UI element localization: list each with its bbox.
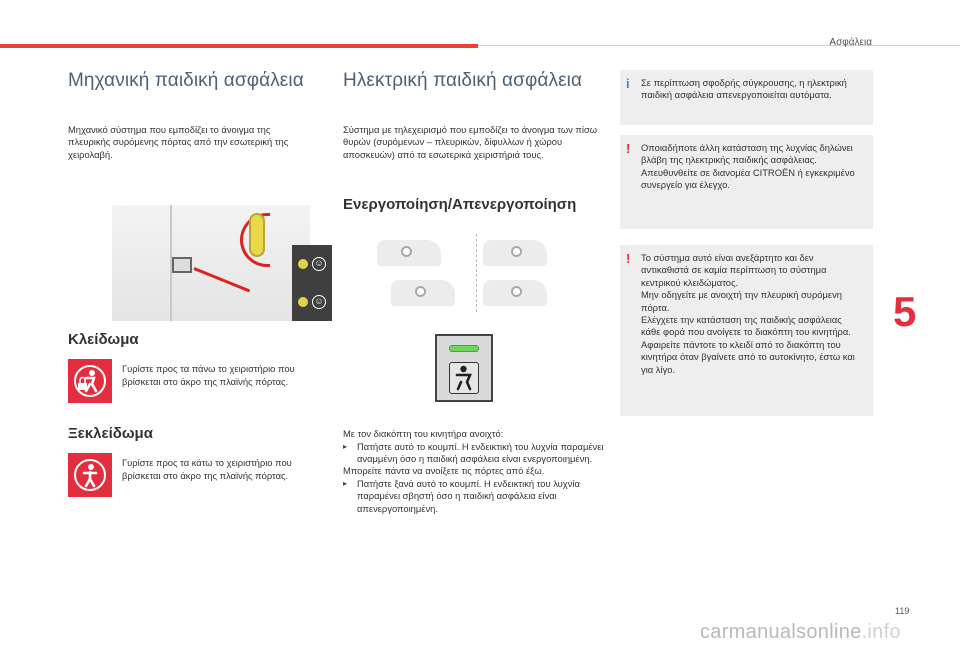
activation-steps: [343, 428, 605, 515]
lock-positions-panel: [292, 245, 332, 321]
watermark: [700, 621, 901, 644]
warning-indicator-text: Οποιαδήποτε άλλη κατάσταση της λυχνίας δηλώνει βλάβη της ηλεκτρικής παιδικής ασφάλειας. Απευθυνθείτε σε διανομέα CITROËN ή εγκεκριμένο συνεργείο για έλεγχο.: [641, 142, 855, 191]
lock-mechanism: [172, 257, 192, 273]
steering-wheel-icon: [415, 286, 426, 297]
pointer-arrow: [193, 267, 250, 292]
notes-column: [620, 70, 873, 416]
warning-system-text: Το σύστημα αυτό είναι ανεξάρτητο και δεν αντικαθιστά σε καμία περίπτωση το σύστημα κεντρικού κλειδώματος. Μην οδηγείτε με ανοιχτή την πλευρική συρόμενη πόρτα. Ελέγχετε την κατάσταση της παιδικής ασφάλειας κάθε φορά που ανοίγετε το διακόπτη του κινητήρα. Αφαιρείτε πάντοτε το κλειδί από το διακόπτη του κινητήρα όταν βγαίνετε από το αυτοκίνητο, έστω και για λίγο.: [641, 252, 855, 375]
warning-icon: !: [626, 251, 631, 266]
header-rule: [478, 45, 960, 46]
lock-knob: [249, 213, 265, 257]
warning-box-system: [620, 245, 873, 416]
door-lock-photo: [112, 205, 324, 321]
child-locked-icon: ☺: [312, 257, 326, 271]
bullet-triangle-icon: ▸: [343, 478, 348, 488]
unlock-text: Γυρίστε προς τα κάτω το χειριστήριο που βρίσκεται στο άκρο της πλαϊνής πόρτας.: [122, 457, 292, 481]
child-lock-off-icon: [68, 453, 112, 497]
info-icon: i: [626, 76, 630, 91]
lock-heading: Κλείδωμα: [68, 331, 139, 349]
electric-child-lock-column: [343, 70, 605, 515]
door-diagrams: [343, 234, 605, 314]
between-text: Μπορείτε πάντα να ανοίξετε τις πόρτες από έξω.: [343, 465, 545, 477]
indicator-led: [449, 345, 479, 352]
knob-down-marker: [298, 297, 308, 307]
car-diagram-front-left: [377, 240, 441, 266]
step-2-text: Πατήστε ξανά αυτό το κουμπί. Η ενδεικτική του λυχνία παραμένει σβηστή όσο η παιδική ασφάλεια είναι απενεργοποιημένη.: [357, 477, 580, 514]
info-text: Σε περίπτωση σφοδρής σύγκρουσης, η ηλεκτρική παιδική ασφάλεια απενεργοποιείται αυτόματα.: [641, 77, 847, 101]
bullet-triangle-icon: ▸: [343, 441, 348, 451]
page-number: 119: [895, 606, 910, 616]
car-diagram-front-right: [483, 240, 547, 266]
watermark-domain: .info: [861, 621, 901, 643]
switch-lead-text: Με τον διακόπτη του κινητήρα ανοιχτό:: [343, 428, 504, 440]
child-lock-button-icon: [449, 362, 479, 394]
diagram-divider: [476, 234, 477, 312]
mechanical-child-lock-column: [68, 70, 324, 497]
lock-text: Γυρίστε προς τα πάνω το χειριστήριο που βρίσκεται στο άκρο της πλαϊνής πόρτας.: [122, 363, 295, 387]
mechanical-lock-title: Μηχανική παιδική ασφάλεια: [68, 70, 304, 91]
electric-lock-intro: Σύστημα με τηλεχειρισμό που εμποδίζει το άνοιγμα των πίσω θυρών (συρόμενων – πλευρικών, δίφυλλων ή χώρου αποσκευών) από τα εσωτερικά χειριστήριά τους.: [343, 124, 598, 160]
warning-box-indicator: [620, 135, 873, 229]
section-title: Ασφάλεια: [829, 37, 872, 48]
electric-lock-title: Ηλεκτρική παιδική ασφάλεια: [343, 70, 583, 91]
activation-heading: Ενεργοποίηση/Απενεργοποίηση: [343, 196, 577, 214]
steering-wheel-icon: [401, 246, 412, 257]
steering-wheel-icon: [511, 286, 522, 297]
warning-icon: !: [626, 141, 631, 156]
car-diagram-rear-right: [483, 280, 547, 306]
child-lock-switch: [435, 334, 493, 402]
knob-up-marker: [298, 259, 308, 269]
step-1: [343, 441, 605, 466]
watermark-name: carmanualsonline: [700, 621, 862, 643]
car-diagram-rear-left: [391, 280, 455, 306]
unlock-heading: Ξεκλείδωμα: [68, 425, 153, 443]
unlock-instruction: [68, 453, 308, 497]
child-lock-on-icon: [68, 359, 112, 403]
mechanical-lock-intro: Μηχανικό σύστημα που εμποδίζει το άνοιγμα της πλευρικής συρόμενης πόρτας από την εσωτερική της χειρολαβή.: [68, 124, 289, 160]
child-unlocked-icon: ☺: [312, 295, 326, 309]
header-accent-bar: [0, 44, 478, 48]
info-box: [620, 70, 873, 125]
step-1-text: Πατήστε αυτό το κουμπί. Η ενδεικτική του λυχνία παραμένει αναμμένη όσο η παιδική ασφάλεια είναι ενεργοποιημένη.: [357, 440, 604, 465]
step-2: [343, 478, 605, 515]
chapter-number: 5: [893, 288, 917, 335]
steering-wheel-icon: [511, 246, 522, 257]
lock-instruction: [68, 359, 308, 403]
